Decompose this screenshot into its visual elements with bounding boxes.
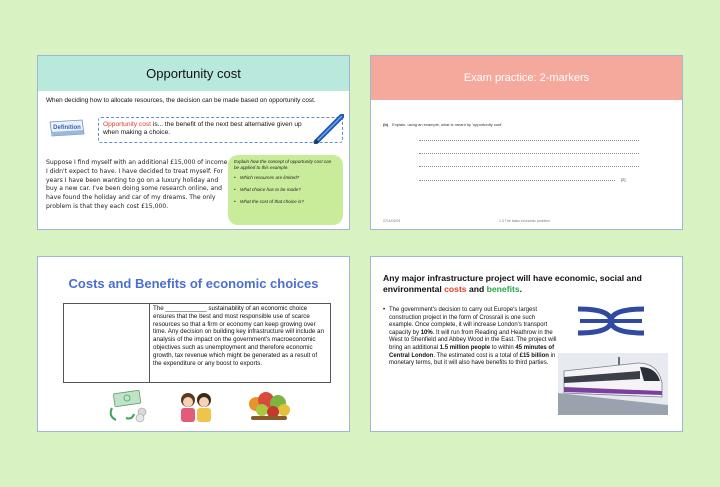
definition-badge-label: Definition (53, 125, 81, 131)
exam-question (383, 122, 503, 127)
definition-box (98, 117, 343, 143)
list-item: • What the cost of that choice is? (234, 199, 337, 205)
money-icon (104, 390, 152, 424)
empty-answer-box[interactable] (63, 303, 150, 383)
answer-line (419, 166, 639, 167)
title-costs: costs (444, 284, 467, 294)
question-text: Explain, using an example, what is meant by 'opportunity cost'. (392, 122, 504, 127)
crossrail-text (383, 307, 558, 368)
answer-line (419, 180, 615, 181)
slide-title: Exam practice: 2-markers (371, 56, 682, 100)
footer-code: 0711/02/03 (383, 219, 401, 223)
question-prompt: Explain how the concept of opportunity cost can be applied to this example. (234, 159, 332, 170)
answer-line (419, 153, 639, 154)
crossrail-logo-icon (576, 305, 646, 337)
people-icon (176, 390, 216, 424)
definition-term: Opportunity cost (103, 121, 152, 128)
body-text: to within (490, 344, 516, 351)
slide-costs-benefits[interactable] (37, 256, 350, 432)
slide-title (383, 273, 673, 295)
pen-icon (312, 114, 344, 144)
title-benefits: benefits (486, 284, 520, 294)
answer-line (419, 140, 639, 141)
footer-topic: 1.3 The basic economic problem (499, 219, 550, 223)
slide-infrastructure[interactable] (370, 256, 683, 432)
marks-label: [2] (621, 177, 626, 182)
slide-title: Opportunity cost (38, 56, 349, 91)
body-bold: 45 minutes of Central London (389, 344, 555, 359)
list-item: • Which resources are limited? (234, 175, 337, 181)
slide-title: Costs and Benefits of economic choices (68, 276, 319, 291)
slide-exam-practice[interactable] (370, 55, 683, 230)
question-box (228, 155, 343, 225)
list-item: • What choice has to be made? (234, 187, 337, 193)
body-text: in monetary terms, but it will also have benefits to third parties. (389, 352, 556, 367)
body-text: . The estimated cost is a total of (433, 352, 520, 359)
paragraph-box: The ____________ sustainability of an economic choice ensures that the best and most responsible use of scarce resources so that a firm or economy can keep growing over time. Any decision on building key infrastructure will include an analysis of the impact on the government's macroeconomic objectives such as unemployment and therefore economic growth, tax revenue which might be generated as a result of the expenditure or any boost to exports. (149, 303, 331, 383)
intro-text: When deciding how to allocate resources, the decision can be made based on opportunity cost. (46, 97, 316, 104)
trees-icon (246, 390, 292, 424)
question-number: (b) (383, 122, 389, 127)
body-text: The government's decision to carry out Europe's largest construction project in the form of Crossrail is one such example. Once complete, it will increase London's transport capacity by (389, 307, 548, 336)
title-and: and (466, 284, 487, 294)
title-text: Any major infrastructure project will have economic, social and environmental (383, 273, 642, 294)
body-bold: 1.5 million people (439, 344, 491, 351)
body-text: . It will run from Reading and Heathrow in the West to Shenfield and Abbey Wood in the East. The project will bring an additional (389, 329, 557, 351)
question-list (234, 175, 337, 205)
scenario-text: Suppose I find myself with an additional £15,000 of income I didn't expect to have. I have decided to treat myself. For years I have been wanting to go on a luxury holiday and buy a new car. I've been doing some research online, and have found the holiday and car of my dreams. The only problem is that they each cost £15,000. (46, 159, 228, 210)
definition-badge-icon (48, 118, 86, 138)
train-icon (558, 353, 668, 415)
definition-text: is... the benefit of the next best alternative given up when making a choice. (103, 121, 302, 136)
body-bold: 10% (420, 329, 433, 336)
body-bold: £15 billion (519, 352, 549, 359)
slide-opportunity-cost[interactable] (37, 55, 350, 230)
title-end: . (519, 284, 522, 294)
